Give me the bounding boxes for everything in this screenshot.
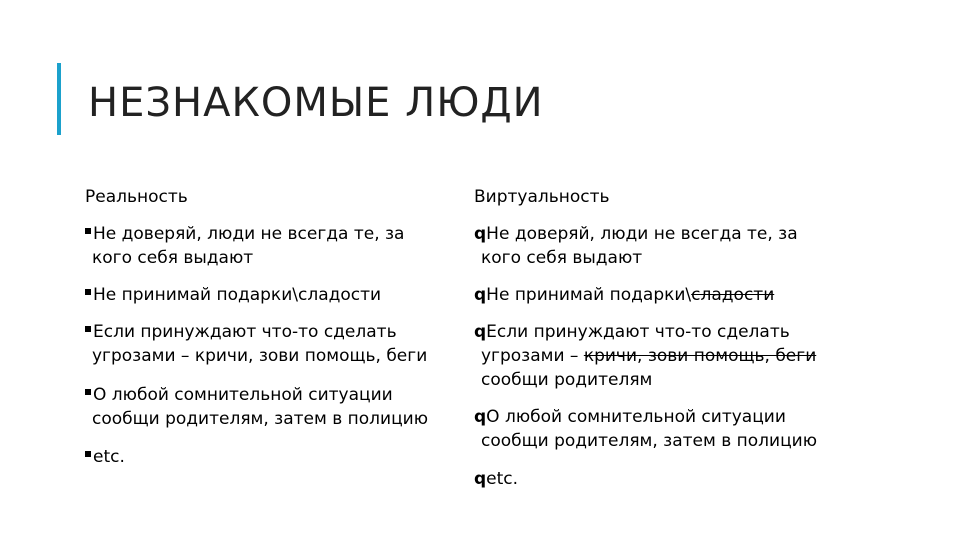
left-item-5	[85, 445, 125, 469]
left-item-3-line2: угрозами – кричи, зови помощь, беги	[92, 346, 428, 366]
left-item-1-line2: кого себя выдают	[92, 248, 254, 268]
q-bullet-icon: q	[474, 224, 487, 244]
right-item-2-struck: сладости	[691, 285, 775, 305]
right-column-header: Виртуальность	[474, 187, 610, 207]
right-item-4-line2: сообщи родителям, затем в полицию	[481, 431, 818, 451]
left-column-header: Реальность	[85, 187, 188, 207]
left-item-2	[85, 283, 381, 307]
right-item-1	[474, 222, 798, 270]
left-item-1-line1: Не доверяй, люди не всегда те, за	[93, 224, 405, 244]
left-item-2-line1: Не принимай подарки\сладости	[93, 285, 382, 305]
right-item-3-line1: Если принуждают что-то сделать	[486, 322, 790, 342]
q-bullet-icon: q	[474, 407, 487, 427]
right-item-5	[474, 467, 518, 491]
slide-title: НЕЗНАКОМЫЕ ЛЮДИ	[88, 80, 544, 126]
square-bullet-icon	[85, 451, 91, 457]
right-item-5-line1: etc.	[486, 469, 519, 489]
left-item-3	[85, 320, 427, 368]
square-bullet-icon	[85, 389, 91, 395]
right-item-2-plain: Не принимай подарки\	[486, 285, 692, 305]
q-bullet-icon: q	[474, 469, 487, 489]
left-item-1	[85, 222, 404, 270]
left-item-4-line2: сообщи родителям, затем в полицию	[92, 409, 429, 429]
right-item-1-line2: кого себя выдают	[481, 248, 643, 268]
right-item-1-line1: Не доверяй, люди не всегда те, за	[486, 224, 798, 244]
right-item-4-line1: О любой сомнительной ситуации	[486, 407, 786, 427]
square-bullet-icon	[85, 289, 91, 295]
right-item-2	[474, 283, 774, 307]
square-bullet-icon	[85, 326, 91, 332]
right-item-3	[474, 320, 816, 392]
left-item-5-line1: etc.	[93, 447, 125, 467]
left-item-4-line1: О любой сомнительной ситуации	[93, 385, 393, 405]
right-item-3-line2-plain: угрозами –	[481, 346, 584, 366]
left-item-4	[85, 383, 428, 431]
left-item-3-line1: Если принуждают что-то сделать	[93, 322, 397, 342]
right-item-3-line3: сообщи родителям	[481, 370, 653, 390]
q-bullet-icon: q	[474, 322, 487, 342]
right-item-4	[474, 405, 817, 453]
square-bullet-icon	[85, 228, 91, 234]
right-item-3-line2-struck: кричи, зови помощь, беги	[583, 346, 817, 366]
q-bullet-icon: q	[474, 285, 487, 305]
title-accent-bar	[57, 63, 61, 135]
